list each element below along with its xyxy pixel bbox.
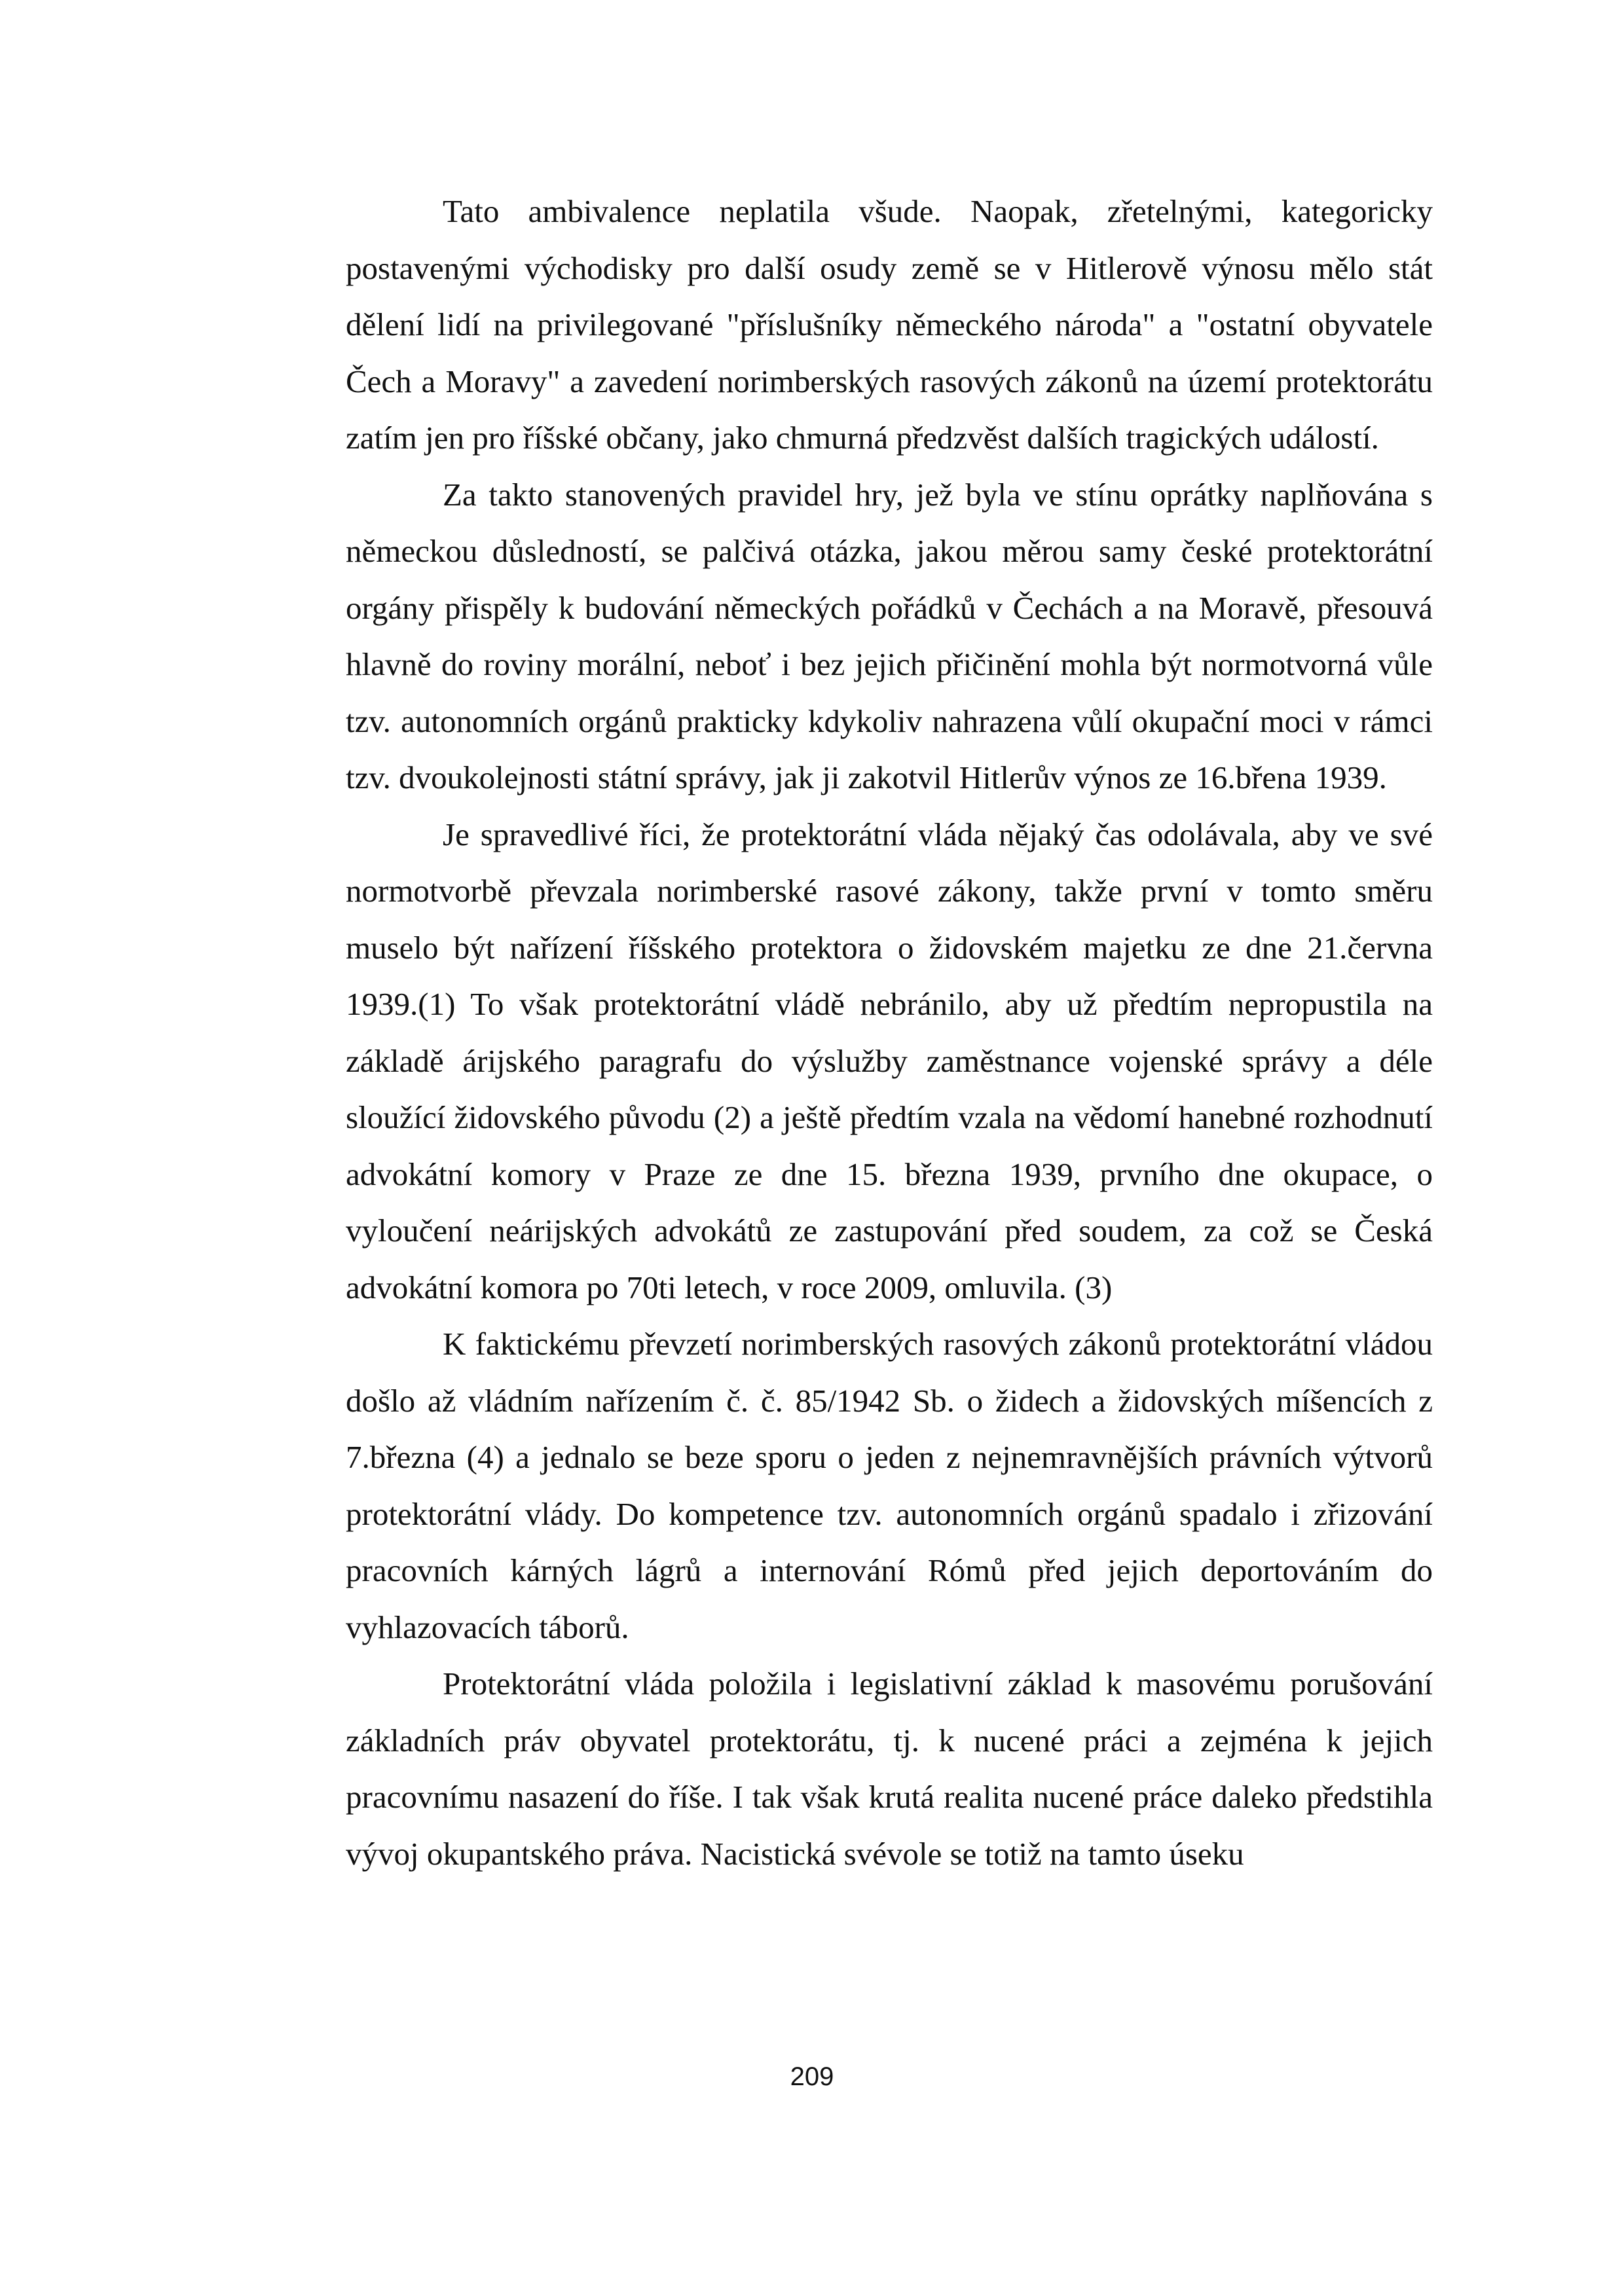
paragraph-3: Je spravedlivé říci, že protektorátní vláda nějaký čas odolávala, aby ve své normotvorbě převzala norimberské rasové zákony, takže první v tomto směru muselo být nařízení říšského protektora o židovském majetku ze dne 21.června 1939.(1) To však protektorátní vládě nebránilo, aby už předtím nepropustila na základě árijského paragrafu do výslužby zaměstnance vojenské správy a déle sloužící židovského původu (2) a ještě předtím vzala na vědomí hanebné rozhodnutí advokátní komory v Praze ze dne 15. března 1939, prvního dne okupace, o vyloučení neárijských advokátů ze zastupování před soudem, za což se Česká advokátní komora po 70ti letech, v roce 2009, omluvila. (3) <box>346 816 1433 1305</box>
paragraph-2: Za takto stanovených pravidel hry, jež byla ve stínu oprátky naplňována s německou důsledností, se palčivá otázka, jakou měrou samy české protektorátní orgány přispěly k budování německých pořádků v Čechách a na Moravě, přesouvá hlavně do roviny morální, neboť i bez jejich přičinění mohla být normotvorná vůle tzv. autonomních orgánů prakticky kdykoliv nahrazena vůlí okupační moci v rámci tzv. dvoukolejnosti státní správy, jak ji zakotvil Hitlerův výnos ze 16.břena 1939. <box>346 476 1433 795</box>
document-body <box>346 183 1433 1882</box>
page-number: 209 <box>790 2062 834 2091</box>
paragraph-4: K faktickému převzetí norimberských rasových zákonů protektorátní vládou došlo až vládním nařízením č. č. 85/1942 Sb. o židech a židovských míšencích z 7.března (4) a jednalo se beze sporu o jeden z nejnemravnějších právních výtvorů protektorátní vlády. Do kompetence tzv. autonomních orgánů spadalo i zřizování pracovních kárných lágrů a internování Rómů před jejich deportováním do vyhlazovacích táborů. <box>346 1326 1433 1645</box>
paragraph-1: Tato ambivalence neplatila všude. Naopak, zřetelnými, kategoricky postavenými východisky pro další osudy země se v Hitlerově výnosu mělo stát dělení lidí na privilegované "příslušníky německého národa" a "ostatní obyvatele Čech a Moravy" a zavedení norimberských rasových zákonů na území protektorátu zatím jen pro říšské občany, jako chmurná předzvěst dalších tragických událostí. <box>346 193 1433 456</box>
paragraph-5: Protektorátní vláda položila i legislativní základ k masovému porušování základních práv obyvatel protektorátu, tj. k nucené práci a zejména k jejich pracovnímu nasazení do říše. I tak však krutá realita nucené práce daleko předstihla vývoj okupantského práva. Nacistická svévole se totiž na tamto úseku <box>346 1666 1433 1872</box>
